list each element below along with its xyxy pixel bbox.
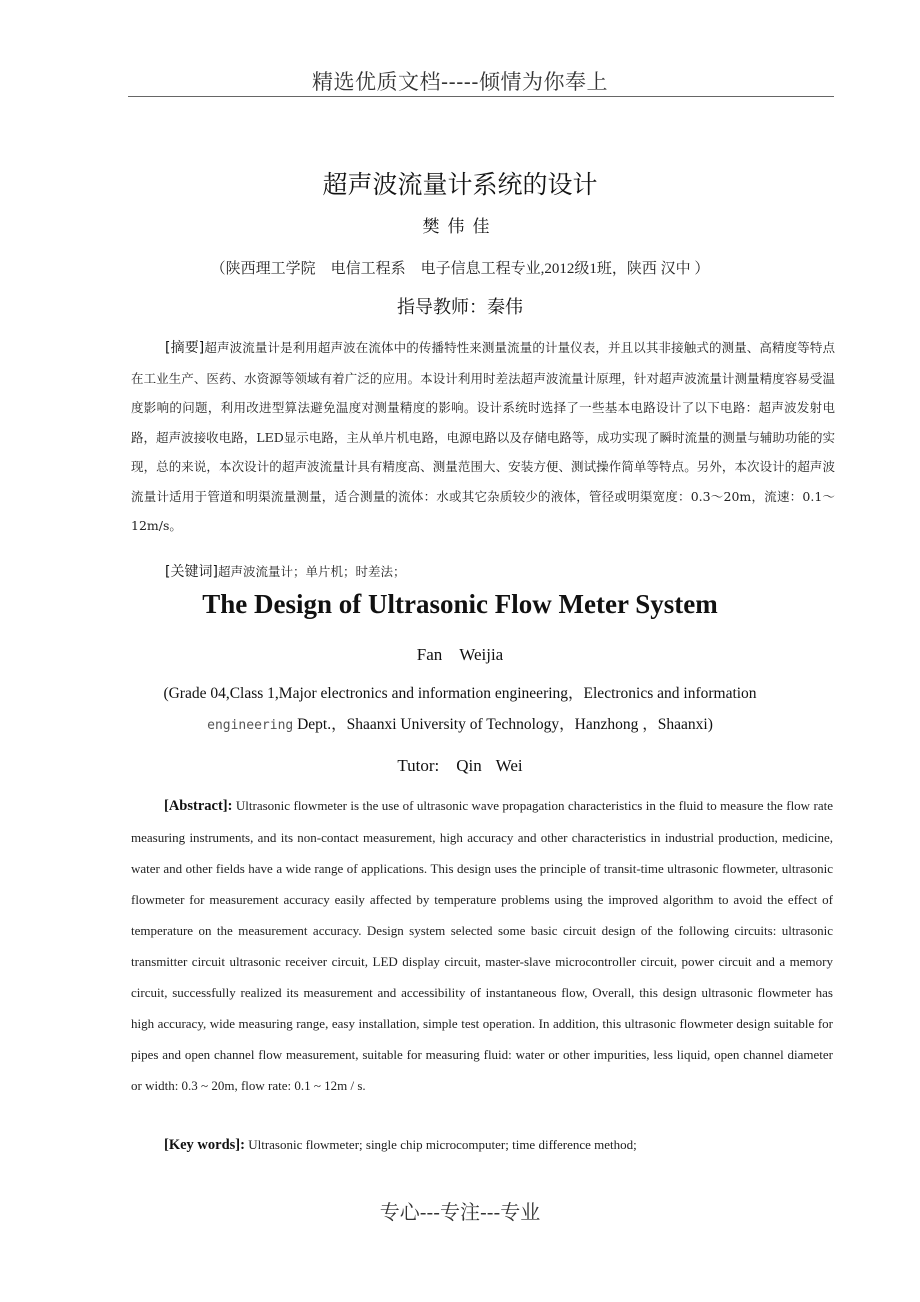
english-abstract-label: [Abstract]:	[164, 798, 233, 814]
english-keywords	[164, 1137, 637, 1154]
chinese-title: 超声波流量计系统的设计	[322, 170, 598, 199]
page-footer: 专心---专注---专业	[379, 1200, 541, 1224]
chinese-keywords-label: [关键词]	[165, 564, 218, 580]
chinese-tutor: 指导教师：秦伟	[397, 297, 523, 318]
english-abstract	[131, 790, 833, 1101]
english-affiliation-line2	[160, 709, 760, 741]
english-author: Fan Weijia	[416, 645, 504, 664]
chinese-keywords	[165, 561, 405, 581]
english-tutor: Tutor: Qin Wei	[397, 756, 523, 775]
header-divider	[128, 96, 834, 97]
chinese-abstract-text: 超声波流量计是利用超声波在流体中的传播特性来测量流量的计量仪表，并且以其非接触式的测量、高精度等特点在工业生产、医药、水资源等领域有着广泛的应用。本设计利用时差法超声波流量计原理，针对超声波流量计测量精度容易受温度影响的问题，利用改进型算法避免温度对测量精度的影响。设计系统时选择了一些基本电路设计了以下电路：超声波发射电路，超声波接收电路，LED显示电路，主从单片机电路，电源电路以及存储电路等，成功实现了瞬时流量的测量与辅助功能的实现，总的来说，本次设计的超声波流量计具有精度高、测量范围大、安装方便、测试操作简单等特点。另外，本次设计的超声波流量计适用于管道和明渠流量测量，适合测量的流体：水或其它杂质较少的液体，管径或明渠宽度：0.3～20m，流速：0.1～12m/s。	[131, 340, 835, 533]
english-abstract-text: Ultrasonic flowmeter is the use of ultrasonic wave propagation characteristics in the fluid to measure the flow rate measuring instruments, and its non-contact measurement, high accuracy and other characteristics in industrial production, medicine, water and other fields have a wide range of applications. This design uses the principle of transit-time ultrasonic flowmeter, ultrasonic flowmeter for measurement accuracy easily affected by temperature problems using the improved algorithm to avoid the effect of temperature on the measurement accuracy. Design system selected some basic circuit design of the following circuits: ultrasonic transmitter circuit ultrasonic receiver circuit, LED display circuit, master-slave microcontroller circuit, power circuit and a memory circuit, successfully realized its measurement and accessibility of instantaneous flow, Overall, this design ultrasonic flowmeter has high accuracy, wide measuring range, easy installation, simple test operation. In addition, this ultrasonic flowmeter design suitable for pipes and open channel flow measurement, suitable for measuring fluid: water or other impurities, less liquid, open channel diameter or width: 0.3 ~ 20m, flow rate: 0.1 ~ 12m / s.	[131, 798, 833, 1093]
english-affiliation-line1: (Grade 04,Class 1,Major electronics and information engineering，Electronics and information	[163, 685, 757, 702]
english-affiliation-rest: Dept.，Shaanxi University of Technology，Hanzhong ，Shaanxi)	[293, 716, 713, 733]
chinese-affiliation: （陕西理工学院 电信工程系 电子信息工程专业,2012级1班，陕西 汉中 ）	[210, 261, 710, 277]
chinese-abstract	[131, 333, 835, 541]
english-keywords-text: Ultrasonic flowmeter; single chip microcomputer; time difference method;	[244, 1137, 637, 1152]
chinese-keywords-text: 超声波流量计；单片机；时差法；	[217, 564, 406, 579]
chinese-author: 樊伟佳	[422, 217, 498, 237]
english-title: The Design of Ultrasonic Flow Meter System	[202, 589, 718, 619]
english-keywords-label: [Key words]:	[164, 1137, 245, 1153]
english-affiliation	[160, 678, 760, 741]
chinese-abstract-label: [摘要]	[165, 340, 205, 356]
english-affiliation-mono: engineering	[207, 718, 294, 733]
page-header: 精选优质文档-----倾情为你奉上	[312, 70, 608, 94]
